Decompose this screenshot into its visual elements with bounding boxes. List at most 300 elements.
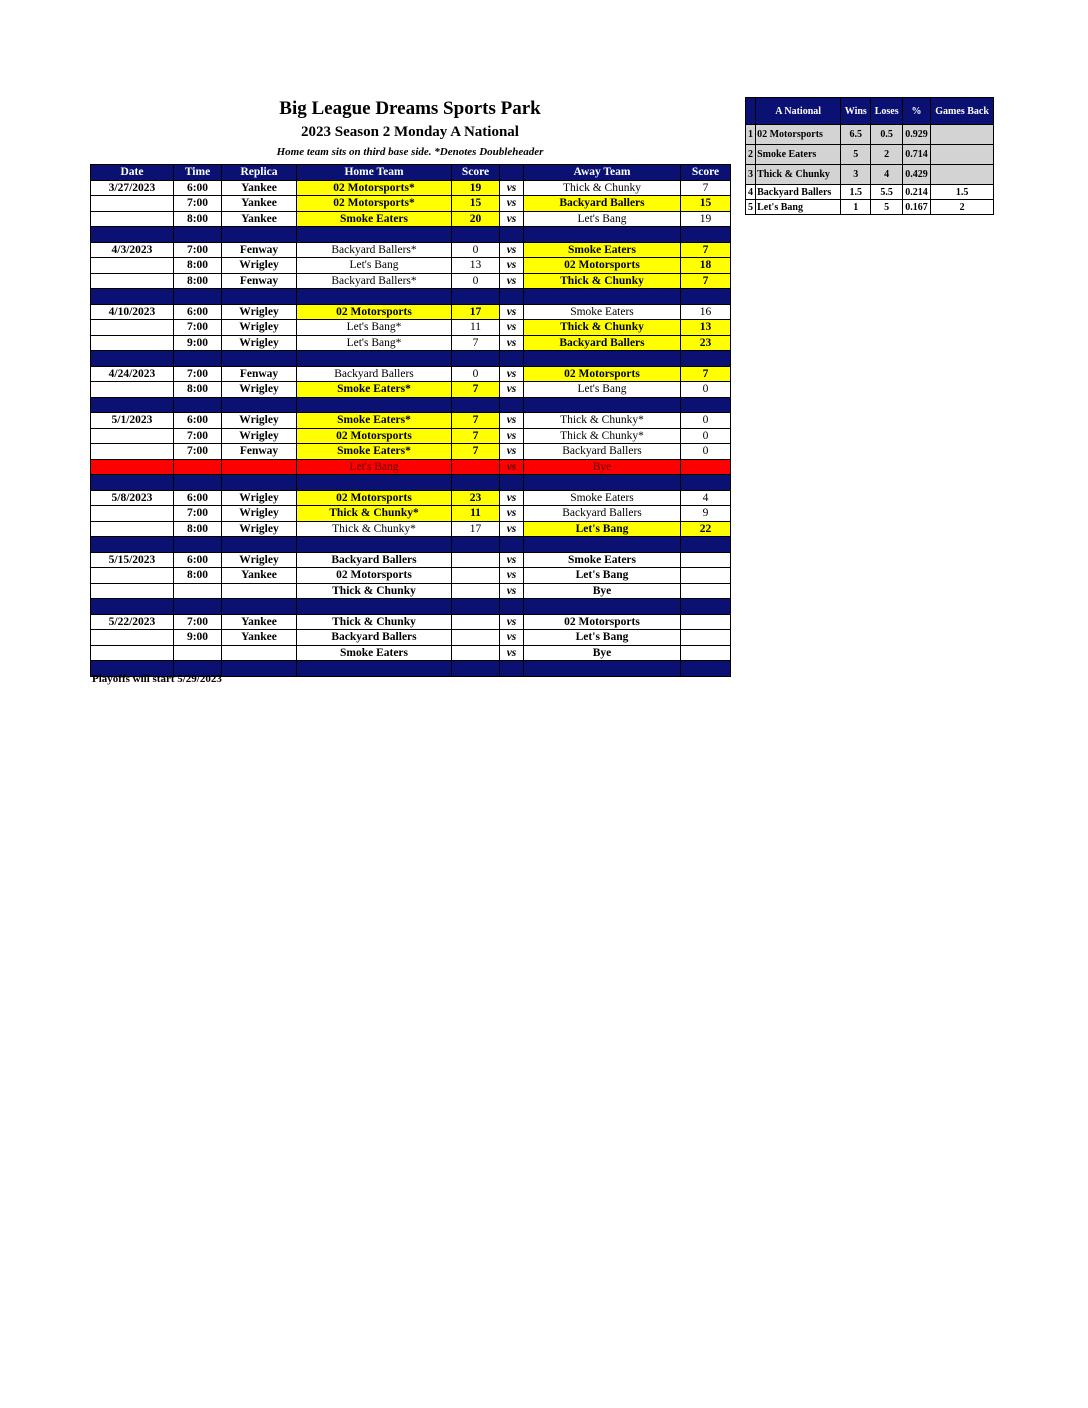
away-team: Backyard Ballers bbox=[524, 444, 681, 460]
standings-rank: 4 bbox=[746, 185, 756, 200]
away-score: 0 bbox=[681, 444, 731, 460]
vs-label: vs bbox=[500, 552, 524, 568]
game-time: 7:00 bbox=[174, 444, 222, 460]
game-time: 7:00 bbox=[174, 614, 222, 630]
standings-row bbox=[746, 125, 994, 145]
game-time: 8:00 bbox=[174, 273, 222, 289]
separator-cell bbox=[297, 537, 452, 553]
standings-gb: 2 bbox=[931, 200, 994, 215]
separator-cell bbox=[524, 475, 681, 491]
separator-cell bbox=[174, 475, 222, 491]
game-date bbox=[91, 583, 174, 599]
game-replica: Wrigley bbox=[222, 304, 297, 320]
standings-row bbox=[746, 145, 994, 165]
away-score bbox=[681, 459, 731, 475]
separator-cell bbox=[500, 599, 524, 615]
standings-gb bbox=[931, 145, 994, 165]
vs-label: vs bbox=[500, 630, 524, 646]
game-replica: Yankee bbox=[222, 630, 297, 646]
away-team: Let's Bang bbox=[524, 630, 681, 646]
game-time: 6:00 bbox=[174, 413, 222, 429]
standings-rank: 2 bbox=[746, 145, 756, 165]
home-score: 17 bbox=[452, 304, 500, 320]
separator-cell bbox=[91, 351, 174, 367]
game-time: 7:00 bbox=[174, 506, 222, 522]
game-replica: Wrigley bbox=[222, 320, 297, 336]
game-row bbox=[91, 335, 731, 351]
separator-cell bbox=[524, 227, 681, 243]
separator-cell bbox=[222, 661, 297, 677]
separator-cell bbox=[500, 397, 524, 413]
vs-label: vs bbox=[500, 506, 524, 522]
game-replica: Wrigley bbox=[222, 552, 297, 568]
standings-rank-col bbox=[746, 98, 756, 125]
game-time: 6:00 bbox=[174, 490, 222, 506]
separator-cell bbox=[174, 227, 222, 243]
game-row bbox=[91, 521, 731, 537]
game-row bbox=[91, 552, 731, 568]
separator-row bbox=[91, 475, 731, 491]
game-time bbox=[174, 583, 222, 599]
standings-row bbox=[746, 185, 994, 200]
game-date: 5/22/2023 bbox=[91, 614, 174, 630]
away-score: 7 bbox=[681, 366, 731, 382]
vs-label: vs bbox=[500, 614, 524, 630]
vs-label: vs bbox=[500, 521, 524, 537]
home-team: Thick & Chunky* bbox=[297, 521, 452, 537]
vs-label: vs bbox=[500, 273, 524, 289]
home-team: 02 Motorsports bbox=[297, 428, 452, 444]
home-score: 11 bbox=[452, 506, 500, 522]
home-score: 13 bbox=[452, 258, 500, 274]
standings-loses: 4 bbox=[871, 165, 902, 185]
away-score: 7 bbox=[681, 242, 731, 258]
game-date bbox=[91, 459, 174, 475]
game-replica: Wrigley bbox=[222, 428, 297, 444]
game-date bbox=[91, 382, 174, 398]
vs-label: vs bbox=[500, 413, 524, 429]
game-replica bbox=[222, 459, 297, 475]
standings-team: Backyard Ballers bbox=[756, 185, 841, 200]
game-time: 7:00 bbox=[174, 196, 222, 212]
vs-label: vs bbox=[500, 382, 524, 398]
standings-team: Smoke Eaters bbox=[756, 145, 841, 165]
standings-pct-col: % bbox=[902, 98, 930, 125]
away-team: Let's Bang bbox=[524, 568, 681, 584]
col-replica: Replica bbox=[222, 165, 297, 181]
standings-gb: 1.5 bbox=[931, 185, 994, 200]
separator-cell bbox=[91, 289, 174, 305]
playoffs-note: Playoffs will start 5/29/2023 bbox=[92, 673, 222, 685]
separator-cell bbox=[500, 289, 524, 305]
separator-cell bbox=[500, 475, 524, 491]
standings-pct: 0.167 bbox=[902, 200, 930, 215]
home-team: 02 Motorsports bbox=[297, 568, 452, 584]
separator-cell bbox=[222, 537, 297, 553]
separator-cell bbox=[174, 351, 222, 367]
home-score: 0 bbox=[452, 242, 500, 258]
home-team: Smoke Eaters bbox=[297, 211, 452, 227]
col-away-team: Away Team bbox=[524, 165, 681, 181]
schedule-body bbox=[91, 180, 731, 676]
game-replica: Yankee bbox=[222, 196, 297, 212]
game-replica: Fenway bbox=[222, 242, 297, 258]
away-score: 16 bbox=[681, 304, 731, 320]
separator-cell bbox=[681, 599, 731, 615]
separator-cell bbox=[91, 537, 174, 553]
standings-pct: 0.429 bbox=[902, 165, 930, 185]
vs-label: vs bbox=[500, 459, 524, 475]
game-replica: Fenway bbox=[222, 366, 297, 382]
schedule-table bbox=[90, 164, 731, 677]
away-score: 18 bbox=[681, 258, 731, 274]
game-time: 8:00 bbox=[174, 521, 222, 537]
game-row bbox=[91, 242, 731, 258]
home-team: Let's Bang bbox=[297, 258, 452, 274]
away-team: Let's Bang bbox=[524, 521, 681, 537]
home-score: 7 bbox=[452, 382, 500, 398]
vs-label: vs bbox=[500, 320, 524, 336]
standings-wins: 1.5 bbox=[841, 185, 871, 200]
home-score bbox=[452, 552, 500, 568]
separator-cell bbox=[297, 397, 452, 413]
game-replica: Yankee bbox=[222, 180, 297, 196]
separator-cell bbox=[500, 227, 524, 243]
separator-cell bbox=[297, 599, 452, 615]
home-team: Let's Bang* bbox=[297, 335, 452, 351]
game-time bbox=[174, 459, 222, 475]
game-date: 5/8/2023 bbox=[91, 490, 174, 506]
standings-wins: 5 bbox=[841, 145, 871, 165]
separator-cell bbox=[91, 599, 174, 615]
vs-label: vs bbox=[500, 490, 524, 506]
game-row bbox=[91, 196, 731, 212]
game-replica bbox=[222, 583, 297, 599]
game-time: 8:00 bbox=[174, 382, 222, 398]
away-score: 7 bbox=[681, 180, 731, 196]
standings-loses-col: Loses bbox=[871, 98, 902, 125]
separator-cell bbox=[174, 397, 222, 413]
home-team: Thick & Chunky bbox=[297, 583, 452, 599]
game-date bbox=[91, 506, 174, 522]
separator-cell bbox=[297, 475, 452, 491]
separator-cell bbox=[222, 351, 297, 367]
game-row bbox=[91, 382, 731, 398]
separator-cell bbox=[297, 661, 452, 677]
vs-label: vs bbox=[500, 335, 524, 351]
game-row bbox=[91, 304, 731, 320]
separator-row bbox=[91, 351, 731, 367]
game-row bbox=[91, 258, 731, 274]
game-replica: Wrigley bbox=[222, 490, 297, 506]
separator-cell bbox=[91, 397, 174, 413]
home-team: Smoke Eaters bbox=[297, 645, 452, 661]
game-row bbox=[91, 506, 731, 522]
standings-wins: 6.5 bbox=[841, 125, 871, 145]
standings-team: 02 Motorsports bbox=[756, 125, 841, 145]
separator-cell bbox=[524, 351, 681, 367]
game-replica: Fenway bbox=[222, 273, 297, 289]
game-date: 4/24/2023 bbox=[91, 366, 174, 382]
separator-cell bbox=[681, 227, 731, 243]
game-time: 7:00 bbox=[174, 242, 222, 258]
away-team: Bye bbox=[524, 583, 681, 599]
away-score bbox=[681, 614, 731, 630]
separator-cell bbox=[452, 661, 500, 677]
game-replica: Yankee bbox=[222, 614, 297, 630]
vs-label: vs bbox=[500, 583, 524, 599]
away-team: Thick & Chunky bbox=[524, 320, 681, 336]
game-date bbox=[91, 428, 174, 444]
away-score: 19 bbox=[681, 211, 731, 227]
col-date: Date bbox=[91, 165, 174, 181]
separator-cell bbox=[452, 475, 500, 491]
game-time: 9:00 bbox=[174, 335, 222, 351]
page-title: Big League Dreams Sports Park bbox=[279, 98, 541, 119]
standings-rank: 5 bbox=[746, 200, 756, 215]
game-time: 6:00 bbox=[174, 304, 222, 320]
separator-cell bbox=[452, 351, 500, 367]
standings-row bbox=[746, 200, 994, 215]
away-score bbox=[681, 568, 731, 584]
separator-cell bbox=[297, 227, 452, 243]
vs-label: vs bbox=[500, 444, 524, 460]
game-date bbox=[91, 273, 174, 289]
standings-row bbox=[746, 165, 994, 185]
game-replica: Wrigley bbox=[222, 506, 297, 522]
separator-cell bbox=[524, 599, 681, 615]
home-score: 7 bbox=[452, 428, 500, 444]
away-team: Thick & Chunky* bbox=[524, 413, 681, 429]
schedule-note: Home team sits on third base side. *Denotes Doubleheader bbox=[276, 146, 544, 158]
game-time: 7:00 bbox=[174, 366, 222, 382]
game-time: 6:00 bbox=[174, 552, 222, 568]
game-row bbox=[91, 413, 731, 429]
home-score bbox=[452, 568, 500, 584]
game-date bbox=[91, 521, 174, 537]
away-team: Smoke Eaters bbox=[524, 490, 681, 506]
away-team: Smoke Eaters bbox=[524, 304, 681, 320]
home-team: Smoke Eaters* bbox=[297, 413, 452, 429]
game-date: 4/10/2023 bbox=[91, 304, 174, 320]
game-date: 5/15/2023 bbox=[91, 552, 174, 568]
separator-cell bbox=[91, 475, 174, 491]
separator-row bbox=[91, 537, 731, 553]
standings-pct: 0.714 bbox=[902, 145, 930, 165]
separator-cell bbox=[222, 289, 297, 305]
home-score bbox=[452, 630, 500, 646]
standings-team: Let's Bang bbox=[756, 200, 841, 215]
game-replica: Wrigley bbox=[222, 521, 297, 537]
standings-team: Thick & Chunky bbox=[756, 165, 841, 185]
game-date bbox=[91, 196, 174, 212]
home-score bbox=[452, 614, 500, 630]
separator-cell bbox=[91, 227, 174, 243]
vs-label: vs bbox=[500, 568, 524, 584]
home-team: 02 Motorsports bbox=[297, 304, 452, 320]
standings-pct: 0.214 bbox=[902, 185, 930, 200]
game-date bbox=[91, 258, 174, 274]
standings-division: A National bbox=[756, 98, 841, 125]
separator-cell bbox=[500, 351, 524, 367]
home-team: Thick & Chunky* bbox=[297, 506, 452, 522]
away-score bbox=[681, 583, 731, 599]
game-row bbox=[91, 320, 731, 336]
separator-cell bbox=[452, 227, 500, 243]
away-team: Let's Bang bbox=[524, 382, 681, 398]
game-time bbox=[174, 645, 222, 661]
game-row bbox=[91, 211, 731, 227]
game-row bbox=[91, 614, 731, 630]
vs-label: vs bbox=[500, 211, 524, 227]
home-team: 02 Motorsports* bbox=[297, 196, 452, 212]
vs-label: vs bbox=[500, 242, 524, 258]
separator-cell bbox=[681, 661, 731, 677]
standings-loses: 2 bbox=[871, 145, 902, 165]
game-row bbox=[91, 583, 731, 599]
away-team: Bye bbox=[524, 645, 681, 661]
col-away-score: Score bbox=[681, 165, 731, 181]
home-team: Thick & Chunky bbox=[297, 614, 452, 630]
separator-cell bbox=[681, 475, 731, 491]
home-score: 7 bbox=[452, 413, 500, 429]
home-score: 19 bbox=[452, 180, 500, 196]
away-team: 02 Motorsports bbox=[524, 258, 681, 274]
separator-cell bbox=[297, 351, 452, 367]
standings-rank: 1 bbox=[746, 125, 756, 145]
away-score: 0 bbox=[681, 413, 731, 429]
standings-loses: 5 bbox=[871, 200, 902, 215]
standings-table bbox=[745, 97, 994, 215]
away-team: Backyard Ballers bbox=[524, 335, 681, 351]
vs-label: vs bbox=[500, 428, 524, 444]
separator-row bbox=[91, 599, 731, 615]
away-team: Backyard Ballers bbox=[524, 506, 681, 522]
home-team: Backyard Ballers bbox=[297, 630, 452, 646]
away-team: Thick & Chunky bbox=[524, 180, 681, 196]
separator-cell bbox=[174, 599, 222, 615]
vs-label: vs bbox=[500, 258, 524, 274]
game-date bbox=[91, 211, 174, 227]
home-score bbox=[452, 645, 500, 661]
game-date bbox=[91, 630, 174, 646]
game-row bbox=[91, 645, 731, 661]
home-score: 7 bbox=[452, 444, 500, 460]
separator-cell bbox=[681, 397, 731, 413]
game-row bbox=[91, 366, 731, 382]
game-row bbox=[91, 428, 731, 444]
home-score: 0 bbox=[452, 366, 500, 382]
away-team: Smoke Eaters bbox=[524, 552, 681, 568]
home-team: Smoke Eaters* bbox=[297, 382, 452, 398]
game-date bbox=[91, 444, 174, 460]
standings-wins-col: Wins bbox=[841, 98, 871, 125]
away-team: Bye bbox=[524, 459, 681, 475]
separator-cell bbox=[524, 397, 681, 413]
separator-cell bbox=[452, 397, 500, 413]
separator-row bbox=[91, 227, 731, 243]
home-team: Smoke Eaters* bbox=[297, 444, 452, 460]
separator-cell bbox=[524, 661, 681, 677]
home-score: 23 bbox=[452, 490, 500, 506]
home-score: 15 bbox=[452, 196, 500, 212]
separator-cell bbox=[500, 537, 524, 553]
game-date: 3/27/2023 bbox=[91, 180, 174, 196]
standings-pct: 0.929 bbox=[902, 125, 930, 145]
game-date: 5/1/2023 bbox=[91, 413, 174, 429]
away-team: Thick & Chunky bbox=[524, 273, 681, 289]
vs-label: vs bbox=[500, 645, 524, 661]
separator-cell bbox=[222, 599, 297, 615]
game-row bbox=[91, 490, 731, 506]
col-vs bbox=[500, 165, 524, 181]
game-row bbox=[91, 444, 731, 460]
game-row bbox=[91, 568, 731, 584]
game-replica: Fenway bbox=[222, 444, 297, 460]
standings-gb bbox=[931, 165, 994, 185]
game-time: 8:00 bbox=[174, 568, 222, 584]
away-score: 4 bbox=[681, 490, 731, 506]
away-score: 15 bbox=[681, 196, 731, 212]
game-time: 6:00 bbox=[174, 180, 222, 196]
away-team: Let's Bang bbox=[524, 211, 681, 227]
separator-cell bbox=[452, 537, 500, 553]
game-date bbox=[91, 568, 174, 584]
vs-label: vs bbox=[500, 196, 524, 212]
vs-label: vs bbox=[500, 366, 524, 382]
away-score: 9 bbox=[681, 506, 731, 522]
vs-label: vs bbox=[500, 304, 524, 320]
game-time: 8:00 bbox=[174, 211, 222, 227]
game-date: 4/3/2023 bbox=[91, 242, 174, 258]
standings-rank: 3 bbox=[746, 165, 756, 185]
separator-cell bbox=[452, 599, 500, 615]
separator-cell bbox=[222, 397, 297, 413]
game-date bbox=[91, 645, 174, 661]
game-row bbox=[91, 630, 731, 646]
home-team: 02 Motorsports bbox=[297, 490, 452, 506]
home-score: 17 bbox=[452, 521, 500, 537]
separator-cell bbox=[174, 289, 222, 305]
home-score bbox=[452, 583, 500, 599]
separator-cell bbox=[297, 289, 452, 305]
away-score: 23 bbox=[681, 335, 731, 351]
page-subtitle: 2023 Season 2 Monday A National bbox=[301, 124, 519, 140]
home-team: Backyard Ballers bbox=[297, 366, 452, 382]
away-team: 02 Motorsports bbox=[524, 614, 681, 630]
separator-cell bbox=[500, 661, 524, 677]
standings-loses: 0.5 bbox=[871, 125, 902, 145]
standings-wins: 1 bbox=[841, 200, 871, 215]
game-time: 9:00 bbox=[174, 630, 222, 646]
separator-cell bbox=[681, 351, 731, 367]
home-team: Backyard Ballers bbox=[297, 552, 452, 568]
game-time: 8:00 bbox=[174, 258, 222, 274]
away-score: 22 bbox=[681, 521, 731, 537]
home-team: Backyard Ballers* bbox=[297, 242, 452, 258]
game-replica: Wrigley bbox=[222, 382, 297, 398]
separator-cell bbox=[524, 289, 681, 305]
home-team: Backyard Ballers* bbox=[297, 273, 452, 289]
standings-header-row bbox=[746, 98, 994, 125]
home-score: 20 bbox=[452, 211, 500, 227]
home-score: 0 bbox=[452, 273, 500, 289]
away-score: 0 bbox=[681, 382, 731, 398]
separator-row bbox=[91, 289, 731, 305]
vs-label: vs bbox=[500, 180, 524, 196]
away-score bbox=[681, 552, 731, 568]
game-time: 7:00 bbox=[174, 320, 222, 336]
